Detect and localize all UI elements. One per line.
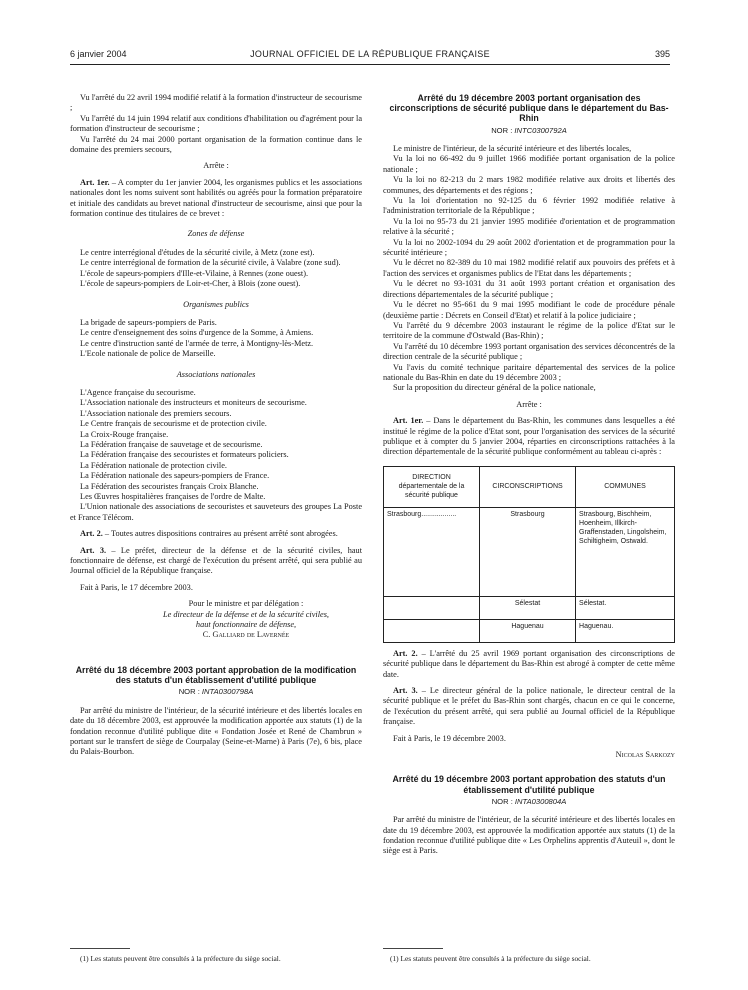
arrete-body: Par arrêté du ministre de l'intérieur, de la sécurité intérieure et des libertés locales en date du 18 décembre 2003, est approuvée la modification apportée aux statuts (1) de la fondation reconnue d'utilité publique dite « Fondation Josée et René de Chambrun » portant sur le transfert de siège de Courpalay (Seine-et-Marne) à Paris (7e), 6 bis, place du Palais-Bourbon. [70,705,362,757]
nor-reference: NOR : INTA0300804A [491,796,567,806]
signature-line: haut fonctionnaire de défense, [195,620,297,630]
list-item: L'Association nationale des instructeurs et moniteurs de secourisme. [80,398,307,408]
list-item: La Croix-Rouge française. [80,429,169,439]
article-label: Art. 3. [393,686,418,696]
article-text: – Dans le département du Bas-Rhin, les communes dans lesquelles a été institué le régime de la police d'Etat sont, pour l'organisation des services de la sécurité publique et à compter du 5 janvier 2004, réparties en circonscriptions rattachées à la direction départementale de la sécurité publique conformément au tableau ci-après : [383,416,675,457]
issue-date: 6 janvier 2004 [70,49,127,59]
column-header: CIRCONSCRIPTIONS [480,466,576,507]
associations-list [70,388,362,523]
list-item: L'école de sapeurs-pompiers d'Ille-et-Vilaine, à Rennes (zone ouest). [80,268,309,278]
organismes-list [70,318,362,360]
article-label: Art. 1er. [393,416,424,426]
article-label: Art. 3. [80,545,107,555]
table-cell: Haguenau [480,619,576,642]
intro: Le ministre de l'intérieur, de la sécurité intérieure et des libertés locales, [393,144,632,154]
visa: Vu la loi no 95-73 du 21 janvier 1995 modifiée d'orientation et de programmation relative à la sécurité ; [383,216,675,237]
table-cell: Haguenau. [576,619,675,642]
visa: Vu l'arrêté du 9 décembre 2003 instaurant le régime de la police d'Etat sur le territoire de la commune d'Ostwald (Bas-Rhin) ; [383,320,675,341]
arrete-title: Arrêté du 19 décembre 2003 portant organisation des circonscriptions de sécurité publique dans le département du Bas-Rhin [389,93,669,124]
nor-reference: NOR : INTA0300798A [178,687,254,697]
footnote: (1) Les statuts peuvent être consultés à la préfecture du siège social. [390,954,591,963]
signature-line: Pour le ministre et par délégation : [188,599,304,609]
header-rule [70,64,670,65]
signatory-name: Nicolas Sarkozy [615,750,675,760]
article-1 [383,416,675,458]
table-row [384,619,675,642]
visa: Vu l'arrêté du 22 avril 1994 modifié relatif à la formation d'instructeur de secourisme ; [70,93,362,113]
section-heading-zones: Zones de défense [187,229,245,239]
table-cell: Strasbourg, Bischheim, Hoenheim, Illkirch-Graffenstaden, Lingolsheim, Schiltigheim, Ostwald. [576,507,675,596]
visa: Vu la loi no 66-492 du 9 juillet 1966 modifiée portant organisation de la police nationale ; [383,154,675,174]
article-2 [383,649,675,680]
footnote-rule [70,948,130,949]
article-text: – Le directeur général de la police nationale, le directeur central de la sécurité publique et le préfet du Bas-Rhin sont chargés, chacun en ce qui le concerne, de l'exécution du présent arrêté, qui sera publié au Journal officiel de la République française. [383,686,676,727]
circonscriptions-table [383,466,675,643]
article-text: – A compter du 1er janvier 2004, les organismes publics et les associations nationales dont les noms suivent sont habilités ou agréés pour la formation préparatoire et initiale des candidats au brevet national d'instructeur de secourisme, ainsi que pour la formation continue des titulaires de ce brevet : [70,177,362,219]
article-text: – L'arrêté du 25 avril 1969 portant organisation des circonscriptions de sécurité publique dans le département du Bas-Rhin est abrogé à compter de cette même date. [383,648,675,679]
article-label: Art. 2. [80,529,103,539]
list-item: Le centre interrégional de formation de la sécurité civile, à Valabre (zone sud). [80,258,341,268]
visa: Vu la loi no 2002-1094 du 29 août 2002 d'orientation et de programmation pour la sécurité intérieure ; [383,237,675,258]
footnote-rule [383,948,443,949]
list-item: Le centre d'instruction santé de l'armée de terre, à Montigny-lès-Metz. [80,338,314,348]
list-item: Le Centre français de secourisme et de protection civile. [80,419,267,429]
right-column [383,93,675,857]
list-item: La Fédération nationale des sapeurs-pompiers de France. [80,471,270,481]
visa: Vu le décret no 95-661 du 9 mai 1995 modifiant le code de procédure pénale (deuxième partie : Décrets en Conseil d'Etat) et relatif à la police judiciaire ; [383,300,675,320]
article-text: – Toutes autres dispositions contraires au présent arrêté sont abrogées. [102,529,338,539]
article-1 [70,178,362,220]
page-number: 395 [654,49,670,59]
arrete-label: Arrête : [203,161,229,171]
visa: Vu l'arrêté du 24 mai 2000 portant organisation de la formation continue dans le domaine des premiers secours, [70,134,362,155]
list-item: Les Œuvres hospitalières françaises de l'ordre de Malte. [80,492,266,501]
list-item: L'Union nationale des associations de secouristes et sauveteurs des groupes La Poste et France Télécom. [70,502,362,522]
table-cell [384,619,480,642]
page-header [70,49,670,63]
arrete-title: Arrêté du 18 décembre 2003 portant approbation de la modification des statuts d'un établissement d'utilité publique [75,664,357,686]
table-cell: Sélestat [480,596,576,619]
visa: Vu la loi d'orientation no 92-125 du 6 février 1992 modifiée relative à l'administration territoriale de la République ; [383,196,675,216]
table-row [384,596,675,619]
table-header-row [384,466,675,507]
signature-block [70,599,362,641]
arrete-title: Arrêté du 19 décembre 2003 portant approbation des statuts d'un établissement d'utilité publique [392,774,666,795]
list-item: Le centre d'enseignement des soins d'urgence de la Somme, à Amiens. [80,328,314,338]
arrete-body: Par arrêté du ministre de l'intérieur, de la sécurité intérieure et des libertés locales en date du 19 décembre 2003, est approuvée la modification apportée aux statuts (1) de la fondation reconnue d'utilité publique dite « Les Orphelins apprentis d'Auteuil », dont le siège est à Paris. [383,815,675,856]
list-item: La Fédération nationale de protection civile. [80,460,227,470]
fait-a-paris: Fait à Paris, le 17 décembre 2003. [80,582,193,592]
left-column [70,93,362,758]
list-item: La Fédération française de sauvetage et de secourisme. [80,439,263,449]
table-cell: Strasbourg.................. [384,507,480,596]
visas-list [383,154,675,393]
column-header: DIRECTION départementale de la sécurité publique [384,466,480,507]
column-header: COMMUNES [576,466,675,507]
footnote: (1) Les statuts peuvent être consultés à la préfecture du siège social. [80,954,281,963]
table-cell: Sélestat. [576,596,675,619]
visa: Vu le décret no 93-1031 du 31 août 1993 portant création et organisation des directions départementales de la sécurité publique ; [383,279,675,299]
section-heading-associations: Associations nationales [176,369,256,379]
article-label: Art. 1er. [80,177,110,187]
article-2 [70,529,362,539]
table-cell [384,596,480,619]
article-3 [70,546,362,577]
list-item: La Fédération des secouristes français Croix Blanche. [80,481,259,491]
list-item: La Fédération française des secouristes et formateurs policiers. [80,450,289,460]
arrete-label: Arrête : [516,399,542,409]
visa: Vu le décret no 82-389 du 10 mai 1982 modifié relatif aux pouvoirs des préfets et à l'action des services et organismes publics de l'Etat dans les départements ; [383,258,675,278]
section-heading-organismes: Organismes publics [183,299,249,309]
list-item: L'Association nationale des premiers secours. [80,408,232,418]
visa: Vu l'avis du comité technique paritaire départemental des services de la police nationale du Bas-Rhin en date du 19 décembre 2003 ; [383,362,675,382]
article-label: Art. 2. [393,648,418,658]
list-item: L'école de sapeurs-pompiers de Loir-et-Cher, à Blois (zone ouest). [80,279,301,289]
list-item: L'Agence française du secourisme. [80,387,196,397]
list-item: Le centre interrégional d'études de la sécurité civile, à Metz (zone est). [80,247,315,257]
visa: Vu l'arrêté du 14 juin 1994 relatif aux conditions d'habilitation ou d'agrément pour la formation d'instructeur de secourisme ; [70,113,362,134]
table-row [384,507,675,596]
signature-line: Le directeur de la défense et de la sécurité civiles, [162,609,330,619]
article-3 [383,686,675,728]
article-text: – Le préfet, directeur de la défense et de la sécurité civiles, haut fonctionnaire de défense, est chargé de l'exécution du présent arrêté, qui sera publié au Journal officiel de la République française. [70,545,362,576]
zones-list [70,248,362,290]
visa: Vu la loi no 82-213 du 2 mars 1982 modifiée relative aux droits et libertés des communes, des départements et des régions ; [383,175,675,195]
signatory-name: C. Galliard de Lavernée [202,630,290,640]
table-cell: Strasbourg [480,507,576,596]
list-item: L'Ecole nationale de police de Marseille. [80,349,216,359]
visa: Vu l'arrêté du 10 décembre 1993 portant organisation des services déconcentrés de la direction centrale de la sécurité publique ; [383,341,675,362]
nor-reference: NOR : INTC0300792A [491,125,567,135]
visa: Sur la proposition du directeur général de la police nationale, [393,383,596,393]
list-item: La brigade de sapeurs-pompiers de Paris. [80,317,217,327]
fait-a-paris: Fait à Paris, le 19 décembre 2003. [393,733,506,743]
journal-title: JOURNAL OFFICIEL DE LA RÉPUBLIQUE FRANÇAISE [250,49,490,59]
